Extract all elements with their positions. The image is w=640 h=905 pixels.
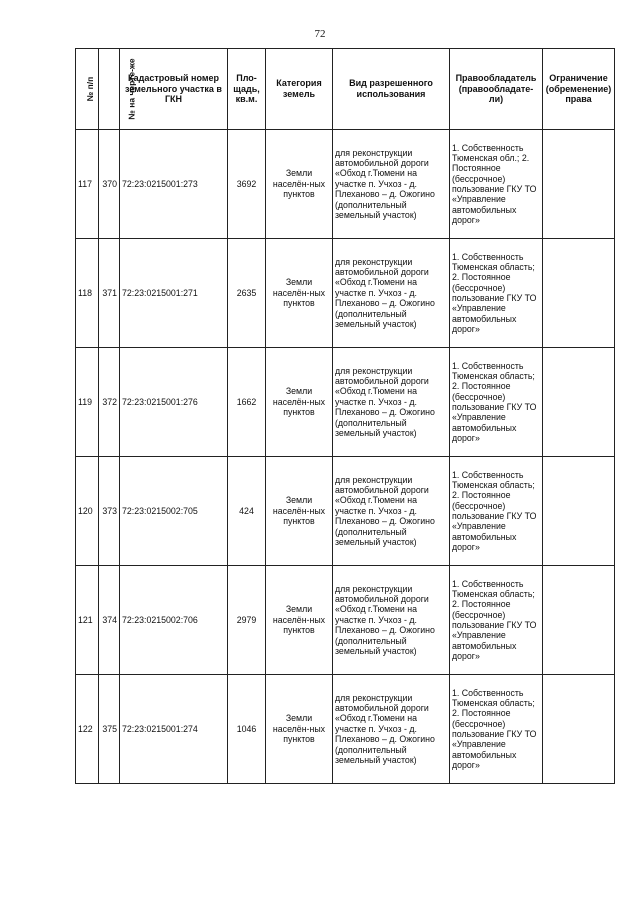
cell-permitted-use: для реконструкции автомобильной дороги «Обход г.Тюмени на участке п. Учхоз - д. Плеханово – д. Ожогино (дополнительный земельный участок) (333, 457, 450, 566)
cell-land-category: Земли населён-ных пунктов (266, 130, 333, 239)
header-encumbrance: Ограничение (обременение) права (543, 49, 615, 130)
cell-cadastral-number: 72:23:0215001:274 (120, 675, 228, 784)
cell-area: 3692 (228, 130, 266, 239)
table-header-row (76, 49, 615, 130)
header-right-holder: Правообладатель (правообладате-ли) (450, 49, 543, 130)
header-drawing-num: № на черте-же (99, 49, 120, 130)
cell-drawing-num: 372 (99, 348, 120, 457)
cell-area: 2635 (228, 239, 266, 348)
cell-right-holder: 1. Собственность Тюменская область; 2. Постоянное (бессрочное) пользование ГКУ ТО «Управление автомобильных дорог» (450, 675, 543, 784)
cell-cadastral-number: 72:23:0215001:276 (120, 348, 228, 457)
cell-area: 2979 (228, 566, 266, 675)
cell-cadastral-number: 72:23:0215001:271 (120, 239, 228, 348)
cell-area: 424 (228, 457, 266, 566)
cell-cadastral-number: 72:23:0215001:273 (120, 130, 228, 239)
table-row (76, 239, 615, 348)
cell-right-holder: 1. Собственность Тюменская область; 2. Постоянное (бессрочное) пользование ГКУ ТО «Управление автомобильных дорог» (450, 566, 543, 675)
cell-encumbrance (543, 566, 615, 675)
table-row (76, 675, 615, 784)
cell-drawing-num: 370 (99, 130, 120, 239)
table-row (76, 348, 615, 457)
cell-right-holder: 1. Собственность Тюменская обл.; 2. Постоянное (бессрочное) пользование ГКУ ТО «Управление автомобильных дорог» (450, 130, 543, 239)
cell-area: 1046 (228, 675, 266, 784)
cell-permitted-use: для реконструкции автомобильной дороги «Обход г.Тюмени на участке п. Учхоз - д. Плеханово – д. Ожогино (дополнительный земельный участок) (333, 348, 450, 457)
cell-num: 121 (76, 566, 99, 675)
page-number: 72 (314, 28, 326, 40)
table-row (76, 566, 615, 675)
cell-land-category: Земли населён-ных пунктов (266, 348, 333, 457)
land-plots-table (75, 48, 615, 784)
header-permitted-use: Вид разрешенного использования (333, 49, 450, 130)
cell-num: 122 (76, 675, 99, 784)
cell-land-category: Земли населён-ных пунктов (266, 675, 333, 784)
cell-num: 118 (76, 239, 99, 348)
cell-right-holder: 1. Собственность Тюменская область; 2. Постоянное (бессрочное) пользование ГКУ ТО «Управление автомобильных дорог» (450, 348, 543, 457)
table-row (76, 130, 615, 239)
cell-permitted-use: для реконструкции автомобильной дороги «Обход г.Тюмени на участке п. Учхоз - д. Плеханово – д. Ожогино (дополнительный земельный участок) (333, 566, 450, 675)
cell-num: 120 (76, 457, 99, 566)
header-num: № п/п (76, 49, 99, 130)
header-land-category: Категория земель (266, 49, 333, 130)
cell-land-category: Земли населён-ных пунктов (266, 239, 333, 348)
cell-area: 1662 (228, 348, 266, 457)
cell-encumbrance (543, 675, 615, 784)
header-area: Пло-щадь, кв.м. (228, 49, 266, 130)
cell-num: 119 (76, 348, 99, 457)
cell-encumbrance (543, 348, 615, 457)
cell-encumbrance (543, 130, 615, 239)
cell-land-category: Земли населён-ных пунктов (266, 457, 333, 566)
cell-cadastral-number: 72:23:0215002:705 (120, 457, 228, 566)
cell-drawing-num: 374 (99, 566, 120, 675)
cell-num: 117 (76, 130, 99, 239)
cell-permitted-use: для реконструкции автомобильной дороги «Обход г.Тюмени на участке п. Учхоз - д. Плеханово – д. Ожогино (дополнительный земельный участок) (333, 675, 450, 784)
cell-land-category: Земли населён-ных пунктов (266, 566, 333, 675)
cell-right-holder: 1. Собственность Тюменская область; 2. Постоянное (бессрочное) пользование ГКУ ТО «Управление автомобильных дорог» (450, 457, 543, 566)
cell-right-holder: 1. Собственность Тюменская область; 2. Постоянное (бессрочное) пользование ГКУ ТО «Управление автомобильных дорог» (450, 239, 543, 348)
cell-drawing-num: 373 (99, 457, 120, 566)
cell-cadastral-number: 72:23:0215002:706 (120, 566, 228, 675)
cell-permitted-use: для реконструкции автомобильной дороги «Обход г.Тюмени на участке п. Учхоз - д. Плеханово – д. Ожогино (дополнительный земельный участок) (333, 239, 450, 348)
cell-permitted-use: для реконструкции автомобильной дороги «Обход г.Тюмени на участке п. Учхоз - д. Плеханово – д. Ожогино (дополнительный земельный участок) (333, 130, 450, 239)
cell-drawing-num: 371 (99, 239, 120, 348)
cell-drawing-num: 375 (99, 675, 120, 784)
header-cadastral-number: Кадастровый номер земельного участка в ГКН (120, 49, 228, 130)
table-row (76, 457, 615, 566)
cell-encumbrance (543, 239, 615, 348)
cell-encumbrance (543, 457, 615, 566)
